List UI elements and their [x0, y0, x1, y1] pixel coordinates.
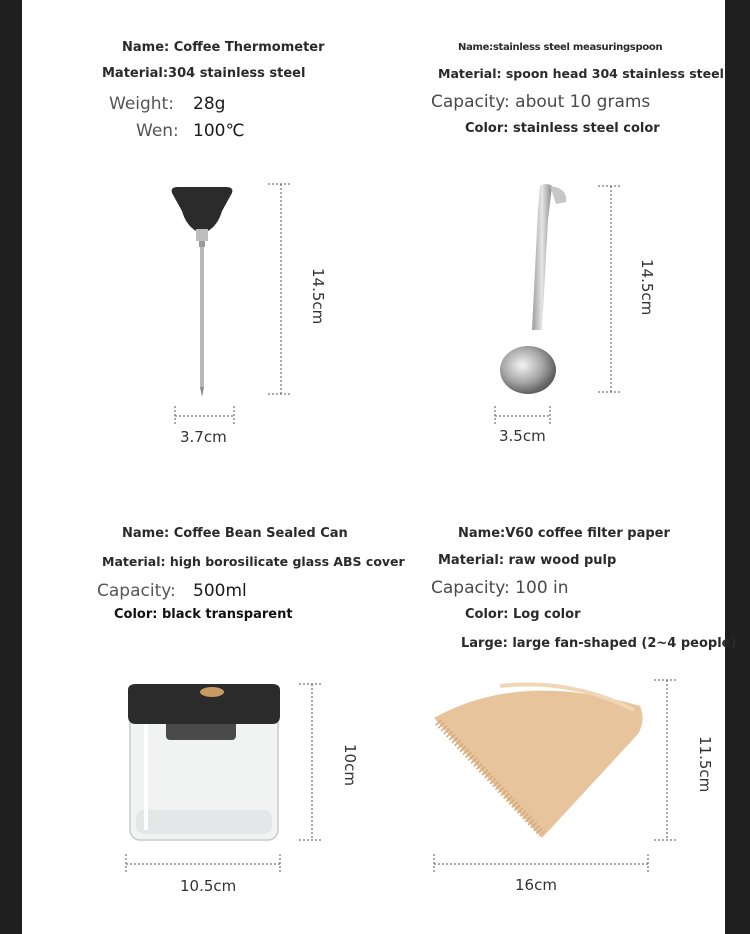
- spoon-image: [496, 180, 576, 400]
- filter-width-dimension-line: [430, 852, 660, 876]
- can-color: Color: black transparent: [114, 607, 293, 622]
- filter-large: Large: large fan-shaped (2~4 people): [461, 636, 737, 651]
- can-capacity-value: 500ml: [193, 581, 247, 601]
- product-spec-sheet: [22, 0, 737, 934]
- thermometer-material: Material:304 stainless steel: [102, 66, 306, 81]
- thermometer-wen-value: 100℃: [193, 121, 245, 141]
- thermometer-width-dimension-line: [172, 404, 242, 428]
- can-width-dimension-line: [122, 852, 292, 876]
- spoon-height-label: 14.5cm: [638, 259, 656, 316]
- thermometer-name: Name: Coffee Thermometer: [122, 40, 325, 55]
- can-height-label: 10cm: [341, 744, 359, 786]
- thermometer-image: [170, 185, 230, 405]
- thermometer-wen-label: Wen:: [136, 121, 179, 141]
- filter-color: Color: Log color: [465, 607, 581, 622]
- filter-height-label: 11.5cm: [696, 736, 714, 793]
- spoon-material: Material: spoon head 304 stainless steel: [438, 66, 724, 81]
- spoon-color: Color: stainless steel color: [465, 121, 660, 136]
- filter-capacity: Capacity: 100 in: [431, 578, 569, 598]
- spoon-width-label: 3.5cm: [499, 427, 546, 445]
- can-name: Name: Coffee Bean Sealed Can: [122, 526, 348, 541]
- thermometer-height-label: 14.5cm: [309, 268, 327, 325]
- spoon-width-dimension-line: [492, 404, 562, 428]
- filter-paper-image: [430, 676, 650, 836]
- can-width-label: 10.5cm: [180, 877, 237, 895]
- filter-material: Material: raw wood pulp: [438, 553, 617, 568]
- filter-width-label: 16cm: [515, 876, 557, 894]
- thermometer-weight-value: 28g: [193, 94, 226, 114]
- thermometer-weight-label: Weight:: [109, 94, 174, 114]
- can-material: Material: high borosilicate glass ABS cover: [102, 554, 405, 569]
- spoon-capacity: Capacity: about 10 grams: [431, 92, 651, 112]
- can-capacity-label: Capacity:: [97, 581, 176, 601]
- can-image: [126, 680, 286, 850]
- spoon-name: Name:stainless steel measuringspoon: [458, 42, 663, 53]
- filter-name: Name:V60 coffee filter paper: [458, 526, 670, 541]
- thermometer-width-label: 3.7cm: [180, 428, 227, 446]
